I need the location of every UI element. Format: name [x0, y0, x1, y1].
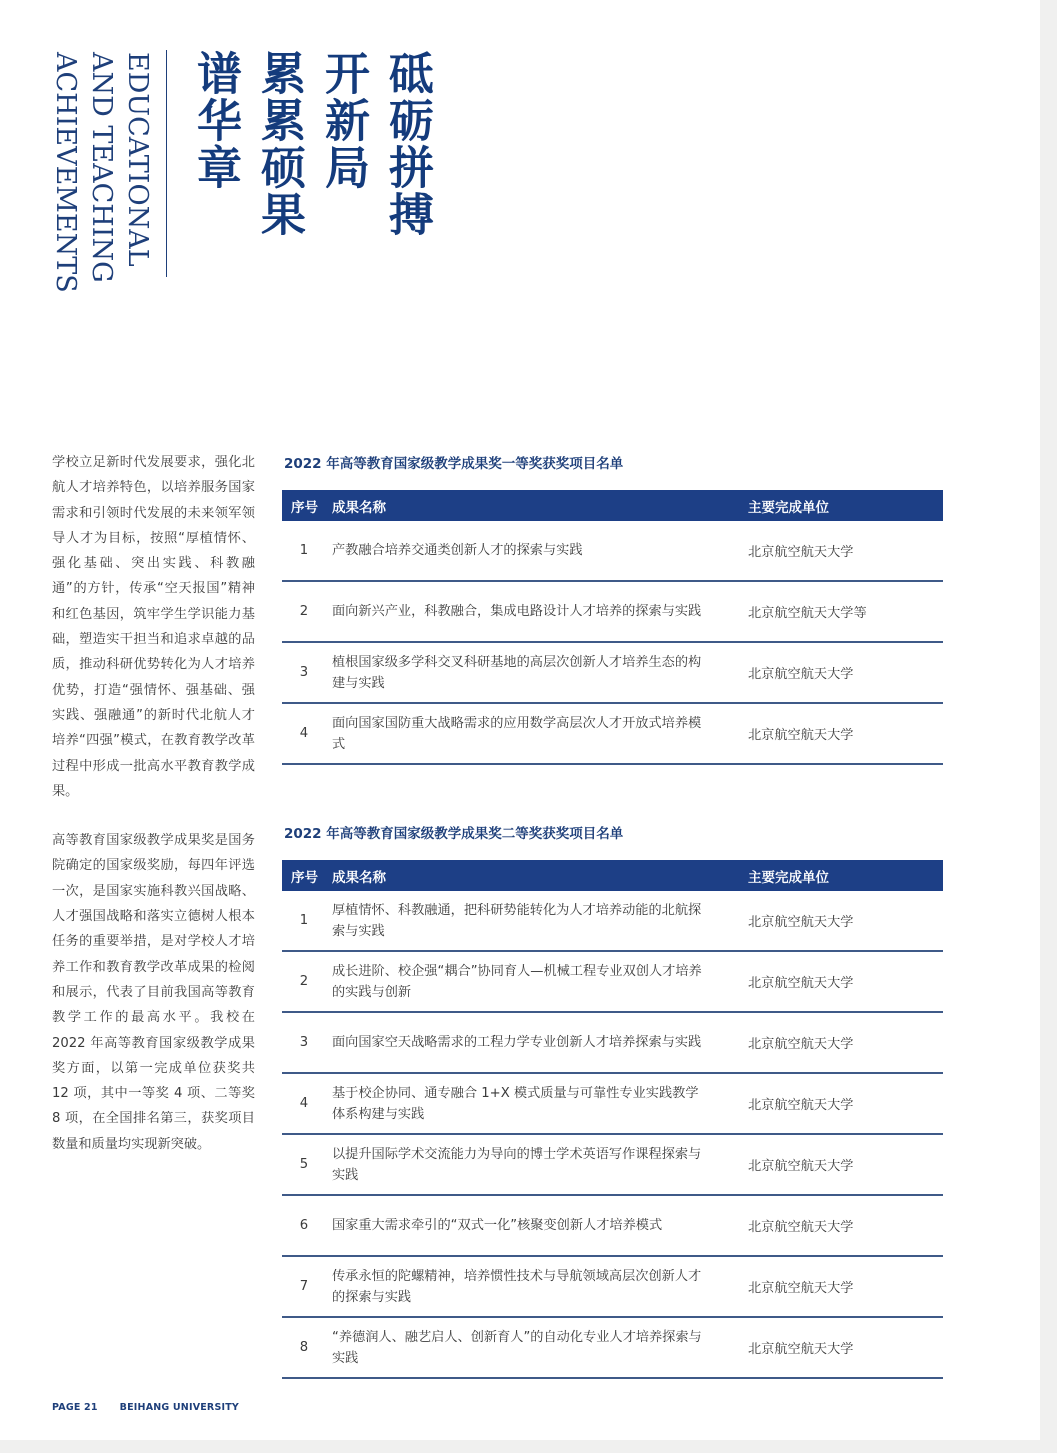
intro-text — [52, 450, 255, 1181]
row-name: “养德润人、融艺启人、创新育人”的自动化专业人才培养探索与实践 — [332, 1329, 702, 1366]
table-row — [282, 1196, 943, 1257]
page-number: PAGE 21 — [52, 1402, 98, 1413]
english-title-line: EDUCATIONAL — [122, 52, 153, 267]
row-no: 2 — [299, 604, 309, 619]
row-org: 北京航空航天大学等 — [748, 606, 867, 621]
row-org: 北京航空航天大学 — [748, 1098, 854, 1113]
row-name: 成长进阶、校企强“耦合”协同育人—机械工程专业双创人才培养的实践与创新 — [332, 963, 702, 1000]
row-no: 8 — [299, 1340, 309, 1355]
row-name: 以提升国际学术交流能力为导向的博士学术英语写作课程探索与实践 — [332, 1146, 702, 1183]
section-title: 2022 年高等教育国家级教学成果奖一等奖获奖项目名单 — [284, 456, 624, 472]
header-org: 主要完成单位 — [748, 869, 829, 886]
header-name: 成果名称 — [332, 869, 386, 886]
row-no: 3 — [299, 665, 309, 680]
row-name: 国家重大需求牵引的“双式一化”核聚变创新人才培养模式 — [332, 1218, 663, 1233]
row-no: 5 — [299, 1157, 309, 1172]
row-org: 北京航空航天大学 — [748, 1220, 854, 1235]
row-name: 植根国家级多学科交叉科研基地的高层次创新人才培养生态的构建与实践 — [332, 654, 702, 691]
table-row — [282, 582, 943, 643]
row-name: 面向国家空天战略需求的工程力学专业创新人才培养探索与实践 — [332, 1035, 702, 1050]
table-row — [282, 1013, 943, 1074]
row-org: 北京航空航天大学 — [748, 1037, 854, 1052]
row-org: 北京航空航天大学 — [748, 545, 854, 560]
table-row — [282, 1318, 943, 1379]
row-no: 3 — [299, 1035, 309, 1050]
table-row — [282, 891, 943, 952]
first-prize-section — [282, 452, 943, 765]
table-row — [282, 521, 943, 582]
table-row — [282, 643, 943, 704]
page-footer — [52, 1402, 239, 1413]
row-no: 1 — [299, 913, 309, 928]
english-title — [50, 52, 152, 293]
section-title: 2022 年高等教育国家级教学成果奖二等奖获奖项目名单 — [284, 826, 624, 842]
row-org: 北京航空航天大学 — [748, 1342, 854, 1357]
row-no: 7 — [299, 1279, 309, 1294]
headline — [190, 50, 432, 238]
row-org: 北京航空航天大学 — [748, 667, 854, 682]
row-org: 北京航空航天大学 — [748, 728, 854, 743]
second-prize-section — [282, 822, 943, 1379]
table-row — [282, 1135, 943, 1196]
header-org: 主要完成单位 — [748, 499, 829, 516]
row-org: 北京航空航天大学 — [748, 976, 854, 991]
headline-column: 开新局 — [317, 50, 370, 191]
intro-paragraph: 学校立足新时代发展要求，强化北航人才培养特色，以培养服务国家需求和引领时代发展的未来领军领导人才为目标，按照“厚植情怀、强化基础、突出实践、科教融通”的方针，传承“空天报国”精神和红色基因，筑牢学生学识能力基础，塑造实干担当和追求卓越的品质，推动科研优势转化为人才培养优势，打造“强情怀、强基础、强实践、强融通”的新时代北航人才培养“四强”模式，在教育教学改革过程中形成一批高水平教育教学成果。 — [52, 455, 255, 799]
english-title-line: ACHIEVEMENTS — [50, 52, 81, 293]
university-name: BEIHANG UNIVERSITY — [119, 1402, 239, 1413]
headline-column: 砥砺拼搏 — [381, 50, 434, 238]
header-no: 序号 — [291, 499, 318, 516]
row-org: 北京航空航天大学 — [748, 915, 854, 930]
row-name: 传承永恒的陀螺精神，培养惯性技术与导航领域高层次创新人才的探索与实践 — [332, 1268, 702, 1305]
english-title-line: AND TEACHING — [86, 52, 117, 283]
vertical-divider — [166, 50, 167, 277]
row-no: 6 — [299, 1218, 309, 1233]
table-header — [282, 860, 943, 891]
row-no: 1 — [299, 543, 309, 558]
intro-paragraph: 高等教育国家级教学成果奖是国务院确定的国家级奖励，每四年评选一次，是国家实施科教兴国战略、人才强国战略和落实立德树人根本任务的重要举措，是对学校人才培养工作和教育教学改革成果的检阅和展示，代表了目前我国高等教育教学工作的最高水平。我校在 2022 年高等教育国家级教学成果奖方面，以第一完成单位获奖共 12 项，其中一等奖 4 项、二等奖 8 项，在全国排名第三，获奖项目数量和质量均实现新突破。 — [52, 833, 255, 1152]
headline-column: 谱华章 — [189, 50, 242, 191]
row-name: 产教融合培养交通类创新人才的探索与实践 — [332, 543, 583, 558]
row-no: 2 — [299, 974, 309, 989]
row-org: 北京航空航天大学 — [748, 1281, 854, 1296]
table-row — [282, 704, 943, 765]
header-no: 序号 — [291, 869, 318, 886]
row-name: 面向国家国防重大战略需求的应用数学高层次人才开放式培养模式 — [332, 715, 702, 752]
headline-column: 累累硕果 — [253, 50, 306, 238]
row-name: 厚植情怀、科教融通，把科研势能转化为人才培养动能的北航探索与实践 — [332, 902, 702, 939]
row-no: 4 — [299, 1096, 309, 1111]
header-name: 成果名称 — [332, 499, 386, 516]
table-row — [282, 1074, 943, 1135]
row-name: 面向新兴产业，科教融合，集成电路设计人才培养的探索与实践 — [332, 604, 702, 619]
row-org: 北京航空航天大学 — [748, 1159, 854, 1174]
table-row — [282, 952, 943, 1013]
table-row — [282, 1257, 943, 1318]
table-header — [282, 490, 943, 521]
row-no: 4 — [299, 726, 309, 741]
row-name: 基于校企协同、通专融合 1+X 模式质量与可靠性专业实践教学体系构建与实践 — [332, 1085, 699, 1122]
